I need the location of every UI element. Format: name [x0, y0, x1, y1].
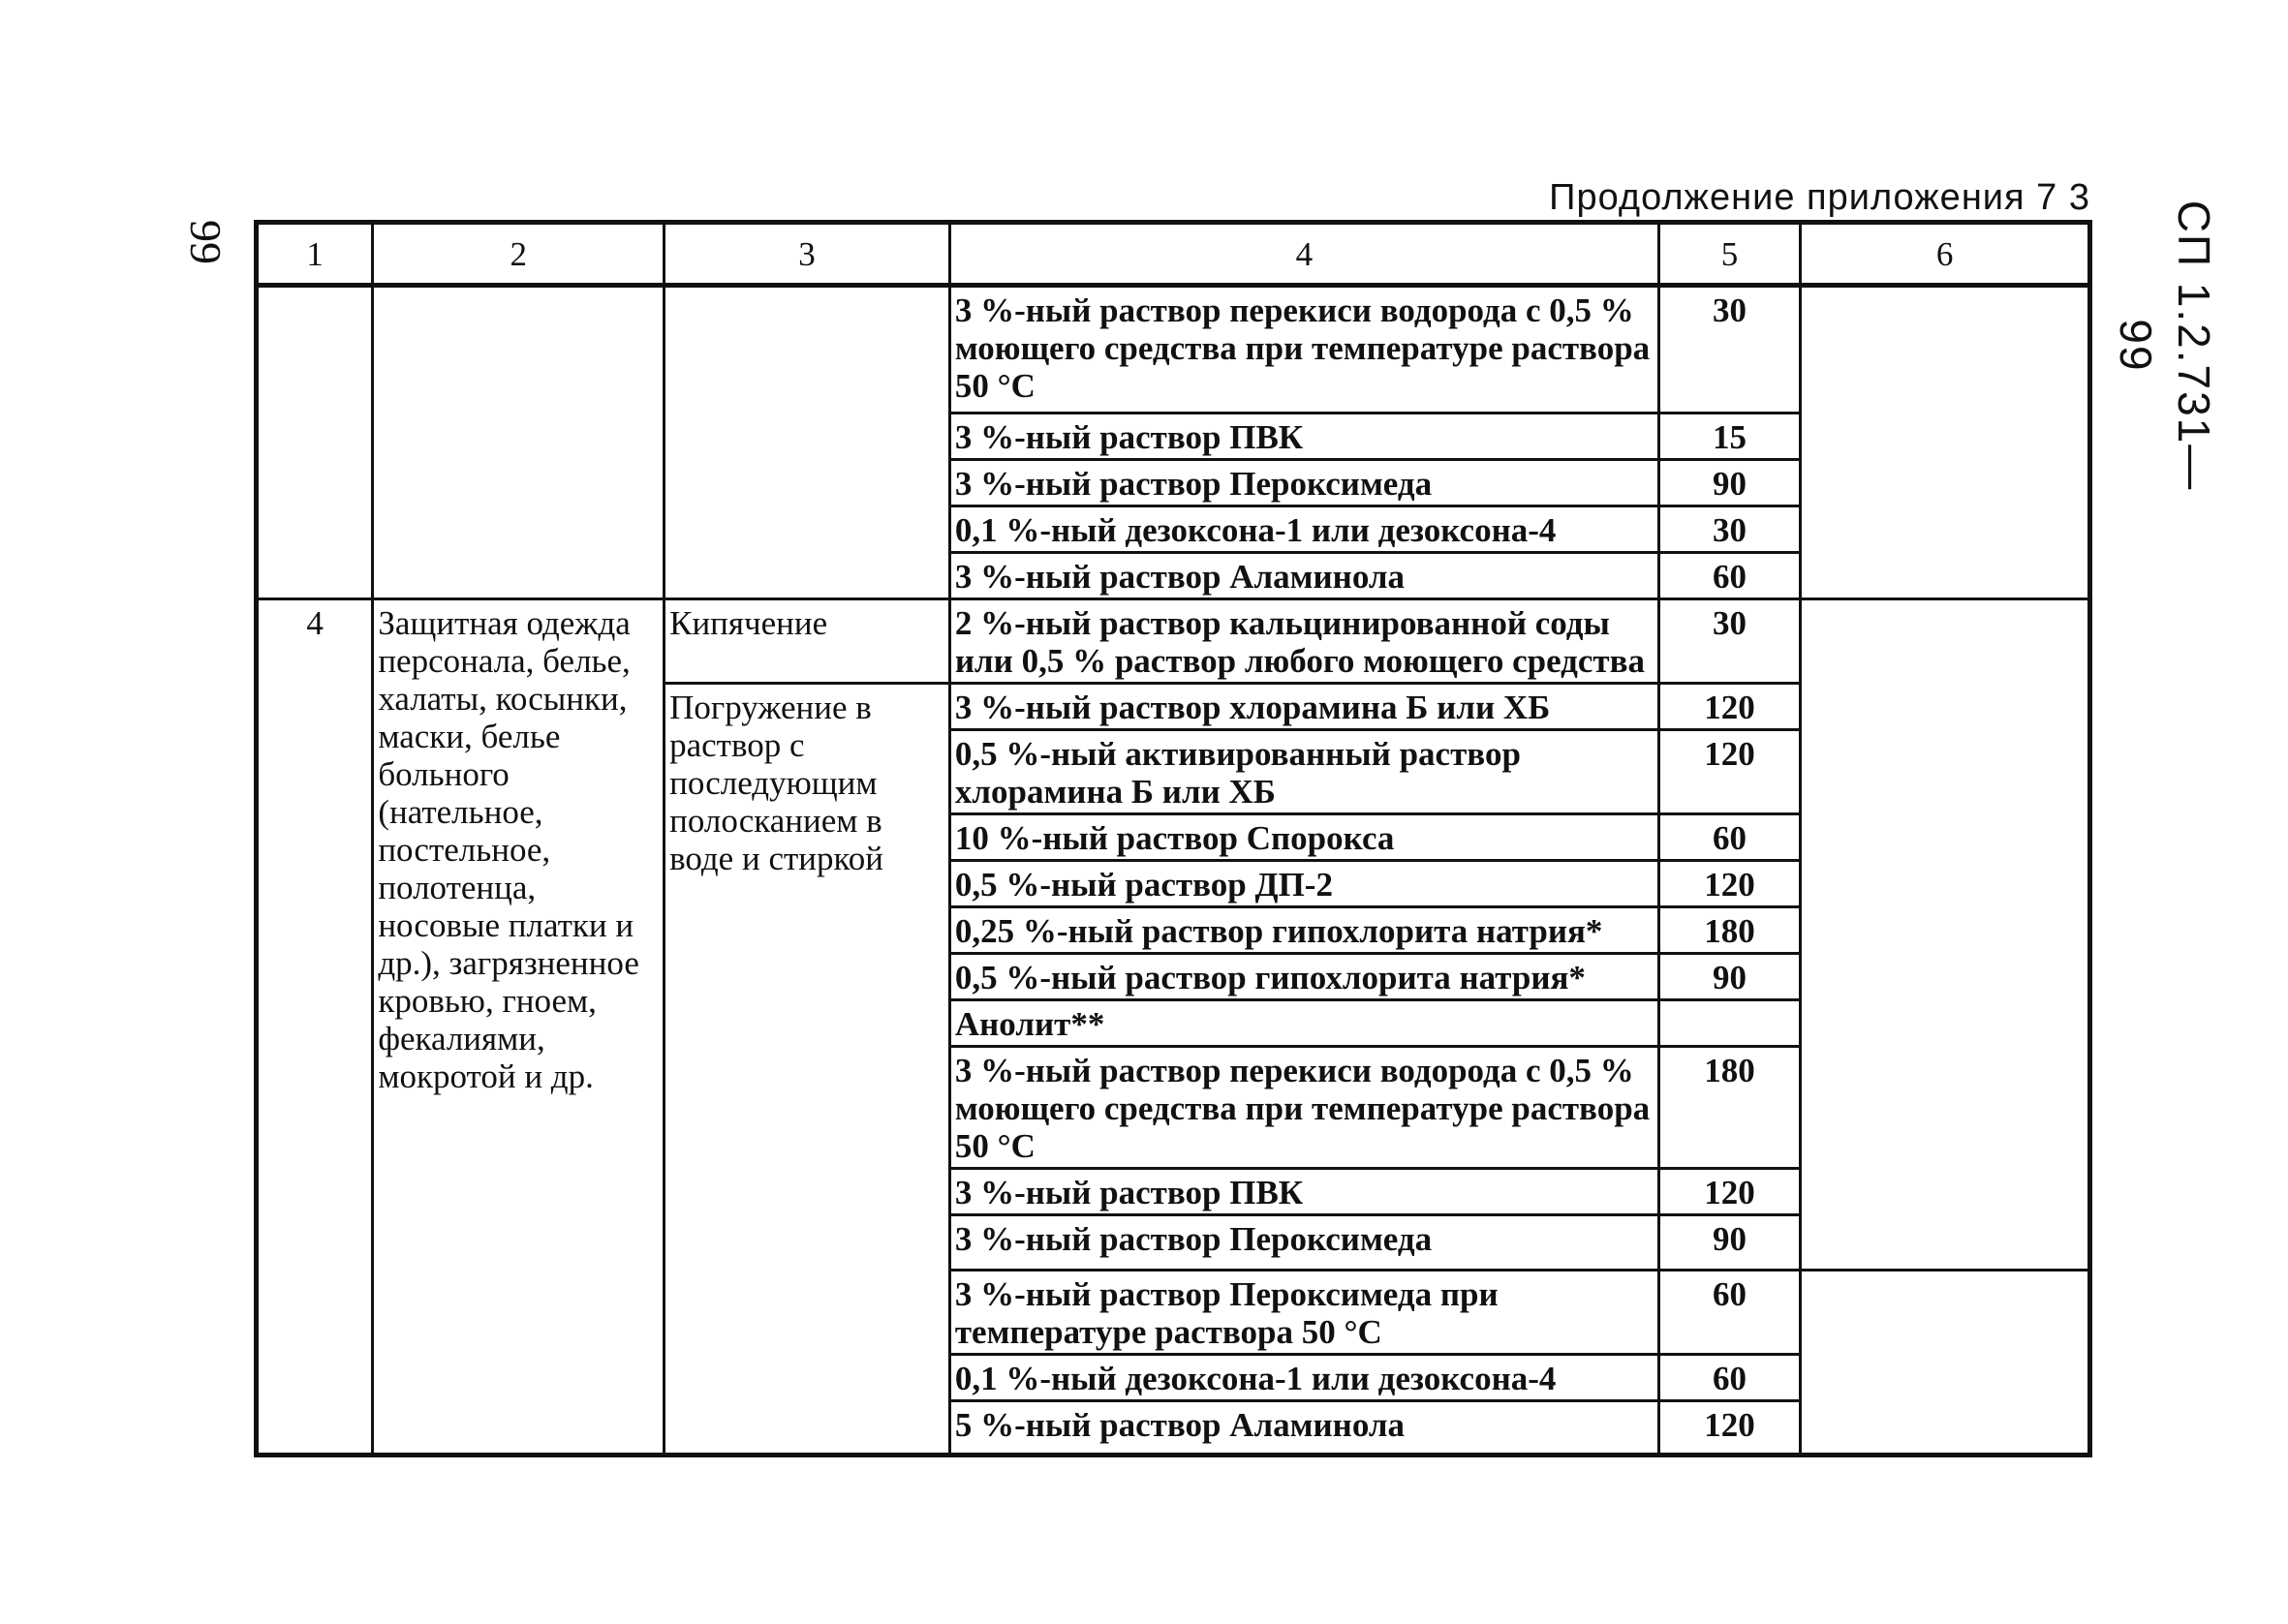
- header-col-6: 6: [1801, 223, 2090, 286]
- time-cell: 30: [1658, 286, 1800, 414]
- header-row: [257, 223, 2090, 286]
- table-row: [257, 599, 2090, 684]
- time-cell: 120: [1658, 1169, 1800, 1215]
- time-cell: 60: [1658, 814, 1800, 861]
- agent-cell: 3 %-ный раствор ПВК: [949, 1169, 1658, 1215]
- header-col-3: 3: [665, 223, 950, 286]
- empty-cell: [257, 286, 373, 599]
- empty-cell: [1801, 1271, 2090, 1455]
- time-cell: 90: [1658, 460, 1800, 506]
- agent-cell: 0,5 %-ный активированный раствор хлорамина Б или ХБ: [949, 730, 1658, 814]
- agent-cell: 0,5 %-ный раствор гипохлорита натрия*: [949, 954, 1658, 1000]
- header-col-2: 2: [373, 223, 665, 286]
- empty-cell: [1801, 599, 2090, 1271]
- time-cell: 120: [1658, 861, 1800, 907]
- time-cell: 60: [1658, 1355, 1800, 1401]
- object-description: Защитная одежда персонала, белье, халаты, косынки, маски, белье больного (нательное, постельное, полотенца, носовые платки и др.), загрязненное кровью, гноем, фекалиями, мокротой и др.: [373, 599, 665, 1455]
- time-cell: 15: [1658, 414, 1800, 460]
- time-cell: 120: [1658, 684, 1800, 730]
- agent-cell: 10 %-ный раствор Спорокса: [949, 814, 1658, 861]
- time-cell: 180: [1658, 907, 1800, 954]
- time-cell: 60: [1658, 1271, 1800, 1355]
- agent-cell: 2 %-ный раствор кальцинированной соды или 0,5 % раствор любого моющего средства: [949, 599, 1658, 684]
- disinfection-table: [254, 220, 2092, 1457]
- agent-cell: 3 %-ный раствор Пероксимеда: [949, 1215, 1658, 1271]
- time-cell: 90: [1658, 954, 1800, 1000]
- header-col-5: 5: [1658, 223, 1800, 286]
- agent-cell: 0,1 %-ный дезоксона-1 или дезоксона-4: [949, 506, 1658, 553]
- document-code: СП 1.2.731—99: [2111, 199, 2219, 492]
- agent-cell: 3 %-ный раствор перекиси водорода с 0,5 % моющего средства при температуре раствора 50 °С: [949, 1047, 1658, 1169]
- table-row: [257, 286, 2090, 414]
- agent-cell: 0,1 %-ный дезоксона-1 или дезоксона-4: [949, 1355, 1658, 1401]
- agent-cell: 3 %-ный раствор Пероксимеда: [949, 460, 1658, 506]
- agent-cell: 0,25 %-ный раствор гипохлорита натрия*: [949, 907, 1658, 954]
- time-cell: 30: [1658, 506, 1800, 553]
- agent-cell: 3 %-ный раствор перекиси водорода с 0,5 % моющего средства при температуре раствора 50 °С: [949, 286, 1658, 414]
- page-number: 99: [181, 220, 231, 264]
- time-cell: 180: [1658, 1047, 1800, 1169]
- agent-cell: Анолит**: [949, 1000, 1658, 1047]
- time-cell: 90: [1658, 1215, 1800, 1271]
- empty-cell: [665, 286, 950, 599]
- agent-cell: 3 %-ный раствор Пероксимеда при температуре раствора 50 °С: [949, 1271, 1658, 1355]
- agent-cell: 0,5 %-ный раствор ДП-2: [949, 861, 1658, 907]
- item-number: 4: [257, 599, 373, 1455]
- time-cell: 60: [1658, 553, 1800, 599]
- method-boiling: Кипячение: [665, 599, 950, 684]
- time-cell: 120: [1658, 730, 1800, 814]
- method-soaking: Погружение в раствор с последующим полосканием в воде и стиркой: [665, 684, 950, 1455]
- continuation-caption: Продолжение приложения 7 3: [1549, 177, 2090, 218]
- empty-cell: [373, 286, 665, 599]
- agent-cell: 3 %-ный раствор хлорамина Б или ХБ: [949, 684, 1658, 730]
- empty-cell: [1801, 286, 2090, 599]
- agent-cell: 3 %-ный раствор Аламинола: [949, 553, 1658, 599]
- agent-cell: 5 %-ный раствор Аламинола: [949, 1401, 1658, 1455]
- time-cell: 120: [1658, 1401, 1800, 1455]
- time-cell: [1658, 1000, 1800, 1047]
- header-col-1: 1: [257, 223, 373, 286]
- time-cell: 30: [1658, 599, 1800, 684]
- header-col-4: 4: [949, 223, 1658, 286]
- agent-cell: 3 %-ный раствор ПВК: [949, 414, 1658, 460]
